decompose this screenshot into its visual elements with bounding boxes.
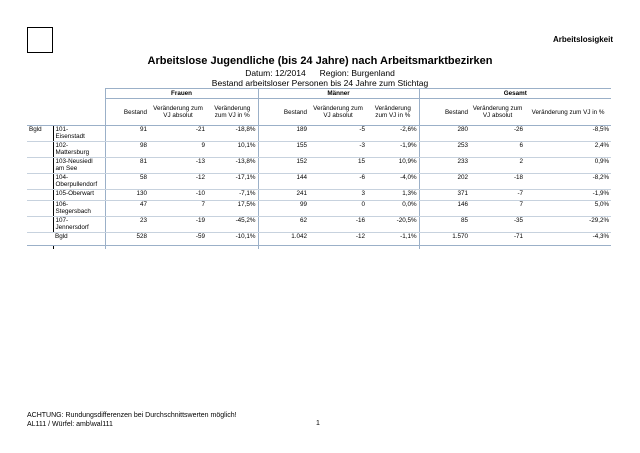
cell-m-b: 189 <box>258 126 309 142</box>
cell-g-a: -35 <box>470 217 525 233</box>
cell-g-a: -7 <box>470 190 525 201</box>
table-row <box>27 126 611 142</box>
region-code <box>27 142 53 158</box>
footer-source: AL111 / Würfel: amb\wal111 <box>27 421 113 428</box>
region-code <box>27 201 53 217</box>
total-label: Bgld <box>53 233 105 246</box>
cell-m-a: -16 <box>309 217 367 233</box>
column-header-row <box>27 99 611 126</box>
district-name: 102- Mattersburg <box>53 142 105 158</box>
cell-m-a: -3 <box>309 142 367 158</box>
col-m-abs: Veränderung zum VJ absolut <box>309 99 367 126</box>
cell-m-b: 62 <box>258 217 309 233</box>
cell-m-p: 1,3% <box>367 190 419 201</box>
cell-g-p: -1,9% <box>525 190 611 201</box>
region-code <box>27 190 53 201</box>
total-m-pct: -1,1% <box>367 233 419 246</box>
cell-g-a: -26 <box>470 126 525 142</box>
cell-f-a: -21 <box>149 126 207 142</box>
col-m-bestand: Bestand <box>258 99 309 126</box>
logo-placeholder <box>27 27 53 53</box>
total-m-abs: -12 <box>309 233 367 246</box>
district-name: 104- Oberpullendorf <box>53 174 105 190</box>
total-g-abs: -71 <box>470 233 525 246</box>
date-label: Datum: 12/2014 <box>245 68 306 78</box>
district-name: 106- Stegersbach <box>53 201 105 217</box>
cell-m-p: 10,9% <box>367 158 419 174</box>
cell-g-b: 146 <box>419 201 470 217</box>
cell-f-p: -17,1% <box>207 174 258 190</box>
cell-g-p: 5,0% <box>525 201 611 217</box>
cell-f-a: -13 <box>149 158 207 174</box>
cell-m-b: 152 <box>258 158 309 174</box>
data-table <box>27 88 611 249</box>
cell-m-a: -5 <box>309 126 367 142</box>
cell-f-a: 7 <box>149 201 207 217</box>
cell-f-p: -45,2% <box>207 217 258 233</box>
table-row <box>27 174 611 190</box>
cell-m-b: 155 <box>258 142 309 158</box>
region-code <box>27 174 53 190</box>
region-code <box>27 217 53 233</box>
title-block <box>0 55 640 88</box>
col-g-pct: Veränderung zum VJ in % <box>525 99 611 126</box>
footer-note: ACHTUNG: Rundungsdifferenzen bei Durchschnittswerten möglich! <box>27 412 237 419</box>
table-row <box>27 158 611 174</box>
table-body <box>27 126 611 233</box>
cell-f-b: 23 <box>105 217 149 233</box>
col-g-bestand: Bestand <box>419 99 470 126</box>
cell-g-a: -18 <box>470 174 525 190</box>
total-g-pct: -4,3% <box>525 233 611 246</box>
group-maenner: Männer <box>258 89 419 99</box>
table-row <box>27 190 611 201</box>
district-name: 101- Eisenstadt <box>53 126 105 142</box>
table-row <box>27 201 611 217</box>
cell-g-p: -8,5% <box>525 126 611 142</box>
cell-m-a: 3 <box>309 190 367 201</box>
cell-f-b: 130 <box>105 190 149 201</box>
report-meta <box>0 68 640 78</box>
cell-m-p: -20,5% <box>367 217 419 233</box>
region-label: Region: Burgenland <box>319 68 395 78</box>
cell-f-b: 81 <box>105 158 149 174</box>
cell-f-a: -19 <box>149 217 207 233</box>
cell-g-a: 7 <box>470 201 525 217</box>
footer <box>27 411 237 429</box>
cell-g-a: 2 <box>470 158 525 174</box>
cell-f-a: -12 <box>149 174 207 190</box>
cell-m-p: -4,0% <box>367 174 419 190</box>
cell-m-b: 99 <box>258 201 309 217</box>
page-number: 1 <box>316 420 320 427</box>
cell-f-a: -10 <box>149 190 207 201</box>
cell-f-b: 98 <box>105 142 149 158</box>
district-name: 105-Oberwart <box>53 190 105 201</box>
cell-g-p: 0,9% <box>525 158 611 174</box>
col-f-pct: Veränderung zum VJ in % <box>207 99 258 126</box>
cell-g-p: 2,4% <box>525 142 611 158</box>
cell-f-p: 17,5% <box>207 201 258 217</box>
cell-g-b: 233 <box>419 158 470 174</box>
total-g-bestand: 1.570 <box>419 233 470 246</box>
cell-m-b: 241 <box>258 190 309 201</box>
report-title: Arbeitslose Jugendliche (bis 24 Jahre) nach Arbeitsmarktbezirken <box>147 55 493 67</box>
cell-m-a: 15 <box>309 158 367 174</box>
cell-g-p: -8,2% <box>525 174 611 190</box>
cell-m-p: -2,6% <box>367 126 419 142</box>
total-row <box>27 233 611 246</box>
total-f-abs: -59 <box>149 233 207 246</box>
cell-f-p: 10,1% <box>207 142 258 158</box>
spacer-row <box>27 246 611 250</box>
table-row <box>27 217 611 233</box>
cell-f-a: 9 <box>149 142 207 158</box>
region-code: Bgld <box>27 126 53 142</box>
group-header-row <box>27 89 611 99</box>
cell-g-a: 6 <box>470 142 525 158</box>
total-m-bestand: 1.042 <box>258 233 309 246</box>
cell-m-a: 0 <box>309 201 367 217</box>
cell-f-p: -18,8% <box>207 126 258 142</box>
col-g-abs: Veränderung zum VJ absolut <box>470 99 525 126</box>
region-code <box>27 158 53 174</box>
col-f-bestand: Bestand <box>105 99 149 126</box>
district-name: 107- Jennersdorf <box>53 217 105 233</box>
cell-g-b: 280 <box>419 126 470 142</box>
cell-g-b: 371 <box>419 190 470 201</box>
cell-m-a: -6 <box>309 174 367 190</box>
cell-g-p: -29,2% <box>525 217 611 233</box>
cell-g-b: 85 <box>419 217 470 233</box>
cell-f-b: 47 <box>105 201 149 217</box>
cell-f-b: 58 <box>105 174 149 190</box>
cell-m-p: 0,0% <box>367 201 419 217</box>
cell-m-b: 144 <box>258 174 309 190</box>
cell-f-b: 91 <box>105 126 149 142</box>
col-f-abs: Veränderung zum VJ absolut <box>149 99 207 126</box>
total-f-pct: -10,1% <box>207 233 258 246</box>
district-name: 103-Neusiedl am See <box>53 158 105 174</box>
group-frauen: Frauen <box>105 89 258 99</box>
cell-g-b: 202 <box>419 174 470 190</box>
total-f-bestand: 528 <box>105 233 149 246</box>
cell-f-p: -13,8% <box>207 158 258 174</box>
cell-f-p: -7,1% <box>207 190 258 201</box>
cell-m-p: -1,9% <box>367 142 419 158</box>
group-gesamt: Gesamt <box>419 89 611 99</box>
category-label: Arbeitslosigkeit <box>552 35 613 44</box>
report-subtitle: Bestand arbeitsloser Personen bis 24 Jahre zum Stichtag <box>211 78 429 88</box>
cell-g-b: 253 <box>419 142 470 158</box>
col-m-pct: Veränderung zum VJ in % <box>367 99 419 126</box>
table-row <box>27 142 611 158</box>
